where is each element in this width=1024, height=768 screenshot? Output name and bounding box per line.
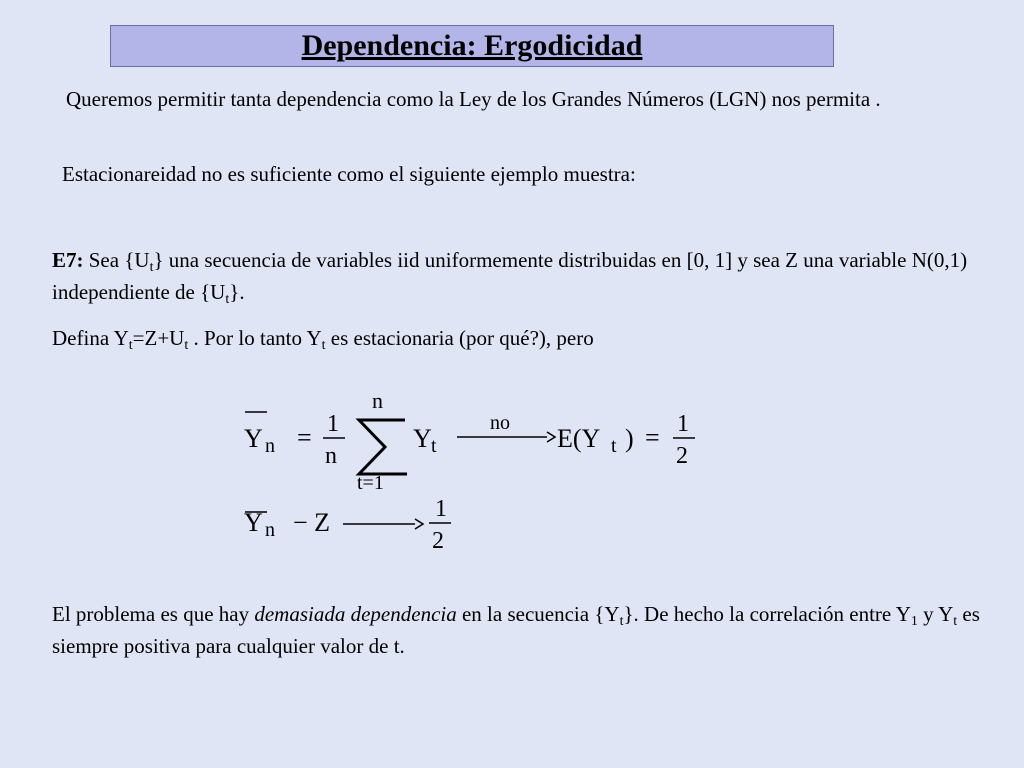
conclusion-text-e: es siempre positiva para cualquier valor de t. xyxy=(52,602,980,658)
fraction-numerator: 1 xyxy=(327,411,339,437)
equations xyxy=(235,386,705,556)
subscript-1: 1 xyxy=(910,614,918,629)
subscript-t: t xyxy=(953,614,958,629)
arrow-head xyxy=(415,519,423,529)
fraction-numerator: 1 xyxy=(435,496,447,522)
subscript-t: t xyxy=(128,338,133,353)
definition-text-a: Defina Y xyxy=(52,326,129,350)
fraction-denominator: n xyxy=(325,443,337,469)
ybar-symbol: Y xyxy=(244,424,263,453)
intro-paragraph-2: Estacionareidad no es suficiente como el siguiente ejemplo muestra: xyxy=(62,162,636,186)
sum-upper-limit: n xyxy=(372,388,383,413)
intro-paragraph-1: Queremos permitir tanta dependencia como la Ley de los Grandes Números (LGN) nos permita . xyxy=(66,87,881,111)
example-paragraph-2 xyxy=(52,322,1014,354)
arrow-head xyxy=(547,432,555,442)
fraction-numerator: 1 xyxy=(677,411,689,437)
subscript-t: t xyxy=(611,435,617,457)
conclusion-text-a: El problema es que hay xyxy=(52,602,255,626)
example-text-a: Sea {U xyxy=(83,248,150,272)
conclusion-text-c: }. De hecho la correlación entre Y xyxy=(623,602,911,626)
subscript-t: t xyxy=(149,260,154,275)
ybar-symbol: Y xyxy=(244,508,263,537)
subscript-t: t xyxy=(321,338,326,353)
conclusion-emphasis: demasiada dependencia xyxy=(254,602,457,626)
expectation-open: E(Y xyxy=(557,424,601,453)
conclusion-text-b: en la secuencia {Y xyxy=(456,602,620,626)
subscript-n: n xyxy=(265,519,275,541)
conclusion-text-d: y Y xyxy=(917,602,954,626)
example-text-b: } una secuencia de variables iid uniformemente distribuidas en [0, 1] y sea Z una variable N(0,1) independiente de {U xyxy=(52,248,968,304)
subscript-t: t xyxy=(431,435,437,457)
example-text-c: }. xyxy=(229,280,245,304)
fraction-denominator: 2 xyxy=(676,443,688,469)
example-paragraph-1 xyxy=(52,244,1014,308)
minus-z: − Z xyxy=(293,508,331,537)
y-symbol: Y xyxy=(413,424,432,453)
equals-sign: = xyxy=(297,423,312,452)
subscript-t: t xyxy=(184,338,189,353)
definition-text-c: . Por lo tanto Y xyxy=(188,326,322,350)
title-box xyxy=(110,25,834,67)
equals-sign: = xyxy=(645,423,660,452)
slide-title: Dependencia: Ergodicidad xyxy=(301,29,643,62)
sum-lower-limit: t=1 xyxy=(357,472,384,494)
subscript-n: n xyxy=(265,435,275,457)
subscript-t: t xyxy=(619,614,624,629)
example-label: E7: xyxy=(52,248,84,272)
definition-text-d: es estacionaria (por qué?), pero xyxy=(325,326,594,350)
arrow-label-no: no xyxy=(490,412,510,434)
expectation-close: ) xyxy=(625,424,634,453)
summation-sign xyxy=(359,420,407,474)
subscript-t: t xyxy=(225,292,230,307)
conclusion-paragraph xyxy=(52,598,1014,662)
definition-text-b: =Z+U xyxy=(132,326,185,350)
fraction-denominator: 2 xyxy=(432,528,444,554)
